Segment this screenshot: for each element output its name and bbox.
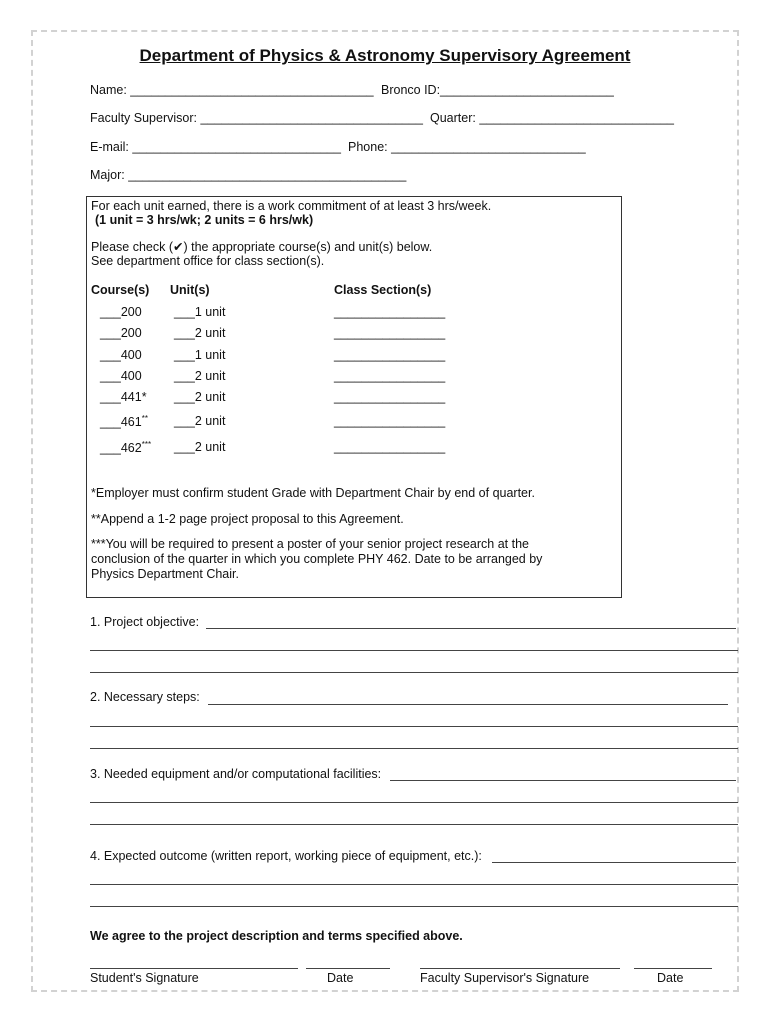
section-blank[interactable]: ________________ bbox=[334, 326, 446, 340]
answer-line[interactable] bbox=[390, 780, 736, 781]
answer-line[interactable] bbox=[492, 862, 736, 863]
major-field[interactable]: Major: ________________________________________ bbox=[90, 168, 407, 182]
answer-line[interactable] bbox=[90, 650, 738, 651]
unit-2-option[interactable]: ___2 unit bbox=[174, 369, 226, 383]
course-462[interactable]: ___462*** bbox=[100, 440, 152, 456]
student-date-label: Date bbox=[327, 971, 354, 985]
question-project-objective: 1. Project objective: bbox=[90, 615, 200, 629]
answer-line[interactable] bbox=[90, 672, 738, 673]
course-461[interactable]: ___461** bbox=[100, 414, 148, 430]
footnote-marker: ** bbox=[141, 414, 148, 423]
check-instruction-text: Please check (✔) the appropriate course(s) and unit(s) below. bbox=[91, 240, 433, 254]
course-200-2[interactable]: ___200 bbox=[100, 326, 142, 340]
answer-line[interactable] bbox=[90, 726, 738, 727]
answer-line[interactable] bbox=[90, 906, 738, 907]
unit-1-option[interactable]: ___1 unit bbox=[174, 305, 226, 319]
answer-line[interactable] bbox=[90, 824, 738, 825]
bronco-id-field[interactable]: Bronco ID:_________________________ bbox=[381, 83, 614, 97]
unit-2-option[interactable]: ___2 unit bbox=[174, 326, 226, 340]
agreement-statement: We agree to the project description and terms specified above. bbox=[90, 929, 463, 943]
commitment-text: For each unit earned, there is a work commitment of at least 3 hrs/week. bbox=[91, 199, 492, 213]
unit-2-option[interactable]: ___2 unit bbox=[174, 414, 226, 428]
note-proposal: **Append a 1-2 page project proposal to this Agreement. bbox=[91, 512, 404, 526]
answer-line[interactable] bbox=[208, 704, 728, 705]
faculty-date-line[interactable] bbox=[634, 968, 712, 969]
note-poster-line2: conclusion of the quarter in which you complete PHY 462. Date to be arranged by bbox=[91, 552, 543, 566]
section-blank[interactable]: ________________ bbox=[334, 440, 446, 454]
student-signature-label: Student's Signature bbox=[90, 971, 199, 985]
unit-2-option[interactable]: ___2 unit bbox=[174, 440, 226, 454]
note-employer: *Employer must confirm student Grade with Department Chair by end of quarter. bbox=[91, 486, 535, 500]
course-400-2[interactable]: ___400 bbox=[100, 369, 142, 383]
course-400-1[interactable]: ___400 bbox=[100, 348, 142, 362]
unit-2-option[interactable]: ___2 unit bbox=[174, 390, 226, 404]
quarter-field[interactable]: Quarter: ____________________________ bbox=[430, 111, 674, 125]
answer-line[interactable] bbox=[206, 628, 736, 629]
footnote-marker: *** bbox=[141, 440, 152, 449]
question-equipment: 3. Needed equipment and/or computational facilities: bbox=[90, 767, 382, 781]
section-blank[interactable]: ________________ bbox=[334, 414, 446, 428]
phone-field[interactable]: Phone: ____________________________ bbox=[348, 140, 586, 154]
answer-line[interactable] bbox=[90, 802, 738, 803]
note-poster-line3: Physics Department Chair. bbox=[91, 567, 239, 581]
unit-1-option[interactable]: ___1 unit bbox=[174, 348, 226, 362]
unit-header: Unit(s) bbox=[170, 283, 210, 297]
section-blank[interactable]: ________________ bbox=[334, 390, 446, 404]
section-header: Class Section(s) bbox=[334, 283, 432, 297]
student-date-line[interactable] bbox=[306, 968, 390, 969]
course-header: Course(s) bbox=[91, 283, 150, 297]
name-field[interactable]: Name: ___________________________________ bbox=[90, 83, 374, 97]
answer-line[interactable] bbox=[90, 748, 738, 749]
question-necessary-steps: 2. Necessary steps: bbox=[90, 690, 200, 704]
dept-note-text: See department office for class section(s). bbox=[91, 254, 325, 268]
answer-line[interactable] bbox=[90, 884, 738, 885]
email-field[interactable]: E-mail: ______________________________ bbox=[90, 140, 341, 154]
question-expected-outcome: 4. Expected outcome (written report, working piece of equipment, etc.): bbox=[90, 849, 482, 863]
section-blank[interactable]: ________________ bbox=[334, 369, 446, 383]
faculty-date-label: Date bbox=[657, 971, 684, 985]
student-signature-line[interactable] bbox=[90, 968, 298, 969]
faculty-supervisor-field[interactable]: Faculty Supervisor: ________________________________ bbox=[90, 111, 423, 125]
faculty-signature-label: Faculty Supervisor's Signature bbox=[420, 971, 590, 985]
course-200-1[interactable]: ___200 bbox=[100, 305, 142, 319]
course-441[interactable]: ___441* bbox=[100, 390, 147, 404]
section-blank[interactable]: ________________ bbox=[334, 305, 446, 319]
faculty-signature-line[interactable] bbox=[420, 968, 620, 969]
note-poster-line1: ***You will be required to present a poster of your senior project research at the bbox=[91, 537, 529, 551]
unit-rule-text: (1 unit = 3 hrs/wk; 2 units = 6 hrs/wk) bbox=[95, 213, 314, 227]
page-title: Department of Physics & Astronomy Supervisory Agreement bbox=[139, 46, 631, 65]
section-blank[interactable]: ________________ bbox=[334, 348, 446, 362]
